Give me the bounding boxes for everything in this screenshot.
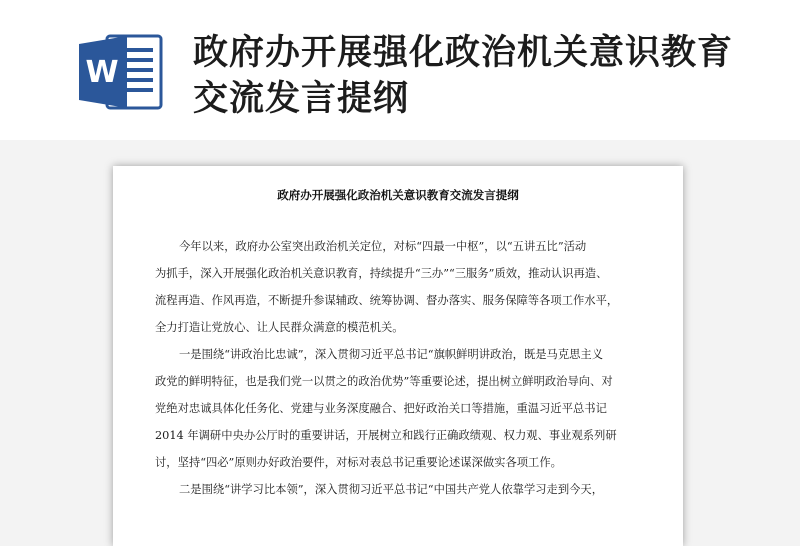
- header-banner: [0, 0, 800, 140]
- svg-text:W: W: [85, 55, 119, 90]
- paragraph-line: 党绝对忠诚具体化任务化、党建与业务深度融合、把好政治关口等措施，重温习近平总书记: [155, 402, 607, 415]
- paragraph-line: 一是围绕“讲政治比忠诚”，深入贯彻习近平总书记“旗帜鲜明讲政治，既是马克思主义: [179, 348, 604, 361]
- paragraph-line: 流程再造、作风再造，不断提升参谋辅政、统筹协调、督办落实、服务保障等各项工作水平，: [155, 294, 619, 307]
- paragraph-line: 为抓手，深入开展强化政治机关意识教育，持续提升“三办”“三服务”质效，推动认识再造、: [155, 267, 608, 280]
- page-heading: 政府办开展强化政治机关意识教育交流发言提纲: [277, 188, 519, 202]
- paragraph-line: 讨，坚持“四必”原则办好政治要件，对标对表总书记重要论述谋深做实各项工作。: [155, 456, 562, 469]
- word-icon: [77, 34, 163, 110]
- document-title: 政府办开展强化政治机关意识教育交流发言提纲: [193, 33, 734, 119]
- paragraph-line: 2014 年调研中央办公厅时的重要讲话，开展树立和践行正确政绩观、权力观、事业观系列研: [155, 429, 617, 442]
- paragraph-line: 全力打造让党放心、让人民群众满意的模范机关。: [155, 321, 404, 334]
- document-page: [113, 166, 683, 546]
- paragraph-line: 二是围绕“讲学习比本领”，深入贯彻习近平总书记“中国共产党人依靠学习走到今天，: [179, 483, 604, 496]
- paragraph-line: 今年以来，政府办公室突出政治机关定位，对标“四最一中枢”，以“五讲五比”活动: [179, 240, 587, 253]
- paragraph-line: 政党的鲜明特征，也是我们党一以贯之的政治优势”等重要论述，提出树立鲜明政治导向、对: [155, 375, 613, 388]
